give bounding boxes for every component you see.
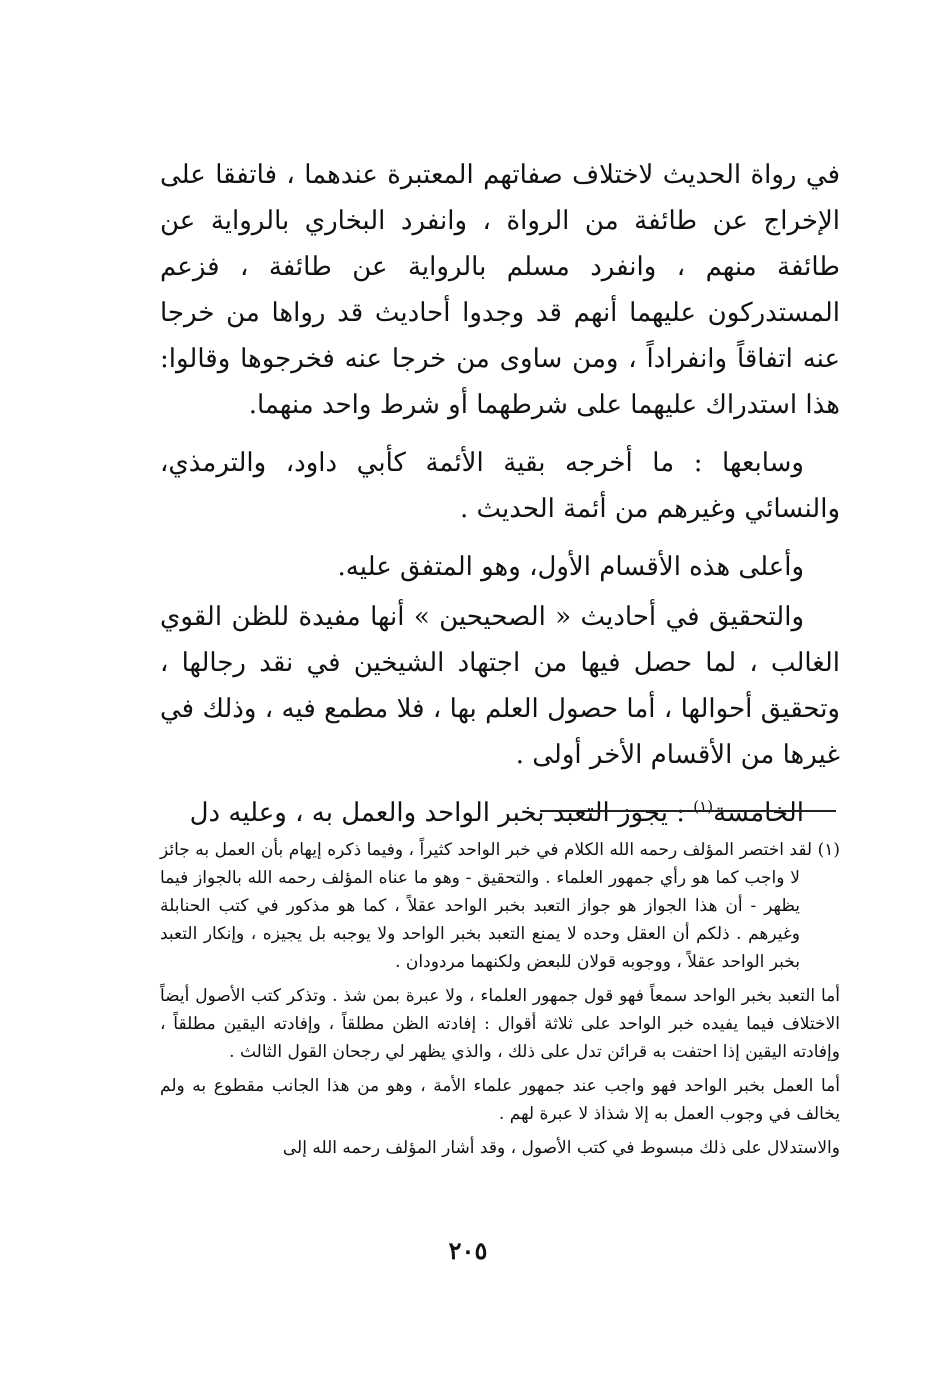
footnotes-block <box>160 836 840 1168</box>
footnote-paragraph-3: أما العمل بخبر الواحد فهو واجب عند جمهور علماء الأمة ، وهو من هذا الجانب مقطوع به ولم يخالف في وجوب العمل به إلا شذاذ لا عبرة لهم . <box>160 1076 840 1124</box>
fifth-issue-text: : يجوز التعبد بخبر الواحد والعمل به ، وعليه دل <box>189 798 694 828</box>
footnote-divider <box>540 810 836 812</box>
footnote-1: (١) لقد اختصر المؤلف رحمه الله الكلام في خبر الواحد كثيراً ، وفيما ذكره إيهام بأن العمل به جائز لا واجب كما هو رأي جمهور العلماء . والتحقيق - وهو ما عناه المؤلف رحمه الله بالجواز فيما يظهر - أن هذا الجواز هو جواز التعبد بخبر الواحد عقلاً ، كما هو مذكور في كتب الحنابلة وغيرهم . ذلكم أن العقل وحده لا يمنع التعبد بخبر الواحد ولا يوجبه بل يجيزه ، وإنكار التعبد بخبر الواحد عقلاً ، ووجوبه قولان للبعض ولكنهما مردودان . <box>160 840 840 972</box>
main-text-block <box>160 152 840 848</box>
paragraph-narrators: في رواة الحديث لاختلاف صفاتهم المعتبرة عندهما ، فاتفقا على الإخراج عن طائفة من الرواة ، وانفرد البخاري بالرواية عن طائفة منهم ، وانفرد مسلم بالرواية عن طائفة ، فزعم المستدركون عليهما أنهم قد وجدوا أحاديث قد رواها من خرجا عنه اتفاقاً وانفراداً ، ومن ساوى من خرجا عنه فخرجوها وقالوا: هذا استدراك عليهما على شرطهما أو شرط واحد منهما. <box>160 160 841 420</box>
paragraph-seventh-category: وسابعها : ما أخرجه بقية الأئمة كأبي داود، والترمذي، والنسائي وغيرهم من أئمة الحديث . <box>160 448 840 524</box>
paragraph-fifth-issue <box>160 790 840 836</box>
page-number: ٢٠٥ <box>448 1236 488 1265</box>
paragraph-highest-category: وأعلى هذه الأقسام الأول، وهو المتفق عليه. <box>337 552 804 582</box>
footnote-paragraph-2: أما التعبد بخبر الواحد سمعاً فهو قول جمهور العلماء ، ولا عبرة بمن شذ . وتذكر كتب الأصول أيضاً الاختلاف فيما يفيده خبر الواحد على ثلاثة أقوال : إفادته الظن مطلقاً ، وإفادته اليقين مطلقاً ، وإفادته اليقين إذا احتفت به قرائن تدل على ذلك ، والذي يظهر لي رجحان القول الثالث . <box>160 986 840 1062</box>
paragraph-verification: والتحقيق في أحاديث « الصحيحين » أنها مفيدة للظن القوي الغالب ، لما حصل فيها من اجتهاد الشيخين في نقد رجالها ، وتحقيق أحوالها ، أما حصول العلم بها ، فلا مطمع فيه ، وذلك في غيرها من الأقسام الأخر أولى . <box>160 602 840 770</box>
footnote-marker: (١) <box>693 797 714 816</box>
footnote-paragraph-4: والاستدلال على ذلك مبسوط في كتب الأصول ، وقد أشار المؤلف رحمه الله إلى <box>282 1138 840 1158</box>
fifth-issue-heading: الخامسة <box>713 798 804 828</box>
